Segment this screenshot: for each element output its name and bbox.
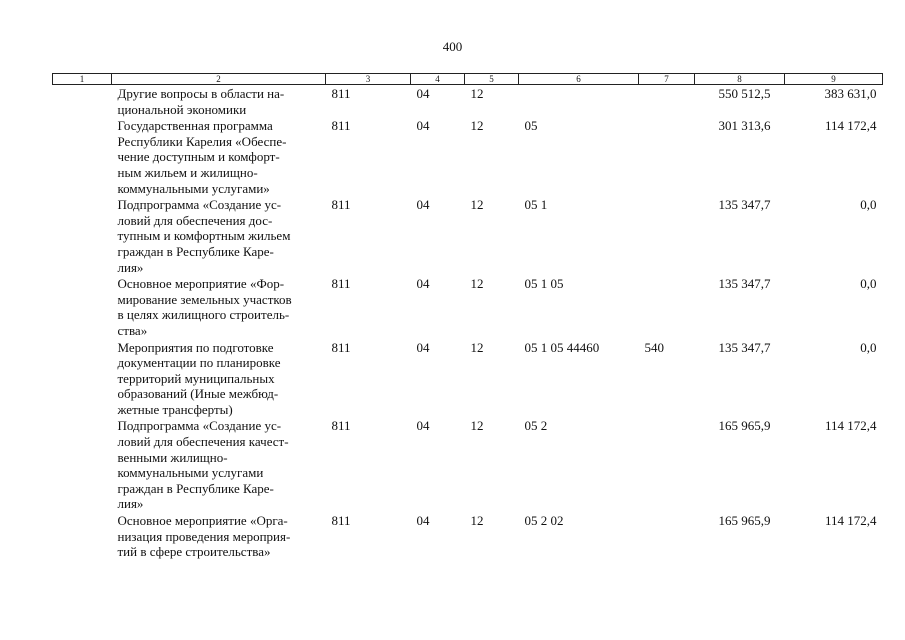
expense-type-cell [639,512,695,560]
amount-year1-cell: 550 512,5 [718,86,771,101]
column-header: 8 [695,74,785,85]
section-cell: 04 [416,197,430,213]
section-cell: 04 [416,513,430,529]
expense-type-cell [639,417,695,512]
code-cell [53,339,112,418]
subsection-cell: 12 [470,118,484,134]
target-article-cell: 05 [524,118,538,134]
code-cell [53,85,112,118]
column-header: 9 [785,74,883,85]
amount-year1-cell: 301 313,6 [718,118,771,134]
column-header: 3 [326,74,411,85]
target-article-cell: 05 1 [524,197,548,213]
amount-year2-cell: 0,0 [860,339,877,355]
column-number-header-row [53,74,883,85]
expense-type-cell [639,85,695,118]
item-name-cell: Другие вопросы в области на- циональной экономики [117,86,285,117]
page-number: 400 [442,39,463,54]
ministry-code-cell: 811 [331,418,351,434]
amount-year1-cell: 135 347,7 [718,276,771,292]
amount-year2-cell: 114 172,4 [824,513,877,529]
target-article-cell: 05 2 02 [524,513,564,529]
code-cell [53,417,112,512]
code-cell [53,117,112,196]
amount-year2-cell: 114 172,4 [824,418,877,434]
subsection-cell: 12 [470,418,484,434]
target-article-cell: 05 1 05 44460 [524,339,600,355]
section-cell: 04 [416,418,430,434]
item-name-cell: Мероприятия по подготовке документации по планировке территорий муниципальных образований (Иные межбюд- жетные трансферты) [117,339,281,417]
amount-year2-cell: 114 172,4 [824,118,877,134]
column-header: 6 [519,74,639,85]
code-cell [53,275,112,338]
code-cell [53,512,112,560]
section-cell: 04 [416,339,430,355]
item-name-cell: Подпрограмма «Создание ус- ловий для обеспечения дос- тупным и комфортным жильем граждан в Республике Каре- лия» [117,197,291,275]
ministry-code-cell: 811 [331,276,351,292]
amount-year1-cell: 165 965,9 [718,418,771,434]
subsection-cell: 12 [470,86,484,101]
budget-table [52,73,883,560]
subsection-cell: 12 [470,513,484,529]
amount-year2-cell: 0,0 [860,197,877,213]
column-header: 2 [112,74,326,85]
table-row [53,339,883,418]
subsection-cell: 12 [470,339,484,355]
amount-year2-cell: 0,0 [860,276,877,292]
expense-type-cell [639,275,695,338]
expense-type-cell [639,117,695,196]
amount-year2-cell: 383 631,0 [824,86,877,101]
expense-type-cell: 540 [644,339,664,355]
target-article-cell: 05 2 [524,418,548,434]
table-row [53,275,883,338]
column-header: 4 [411,74,465,85]
ministry-code-cell: 811 [331,118,351,134]
section-cell: 04 [416,118,430,134]
table-row [53,417,883,512]
column-header: 7 [639,74,695,85]
code-cell [53,196,112,275]
ministry-code-cell: 811 [331,86,351,101]
amount-year1-cell: 165 965,9 [718,513,771,529]
table-row [53,85,883,118]
table-body [53,85,883,560]
expense-type-cell [639,196,695,275]
item-name-cell: Основное мероприятие «Орга- низация проведения мероприя- тий в сфере строительства» [117,513,291,560]
item-name-cell: Основное мероприятие «Фор- мирование земельных участков в целях жилищного строитель- ства» [117,276,292,338]
column-header: 5 [465,74,519,85]
table-row [53,512,883,560]
table-row [53,196,883,275]
column-header: 1 [53,74,112,85]
ministry-code-cell: 811 [331,513,351,529]
ministry-code-cell: 811 [331,339,351,355]
target-article-cell [519,85,639,118]
amount-year1-cell: 135 347,7 [718,197,771,213]
target-article-cell: 05 1 05 [524,276,564,292]
subsection-cell: 12 [470,276,484,292]
subsection-cell: 12 [470,197,484,213]
section-cell: 04 [416,276,430,292]
ministry-code-cell: 811 [331,197,351,213]
section-cell: 04 [416,86,430,101]
item-name-cell: Государственная программа Республики Карелия «Обеспе- чение доступным и комфорт- ным жильем и жилищно- коммунальными услугами» [117,118,287,196]
amount-year1-cell: 135 347,7 [718,339,771,355]
table-row [53,117,883,196]
item-name-cell: Подпрограмма «Создание ус- ловий для обеспечения качест- венными жилищно- коммунальными услугами граждан в Республике Каре- лия» [117,418,289,512]
